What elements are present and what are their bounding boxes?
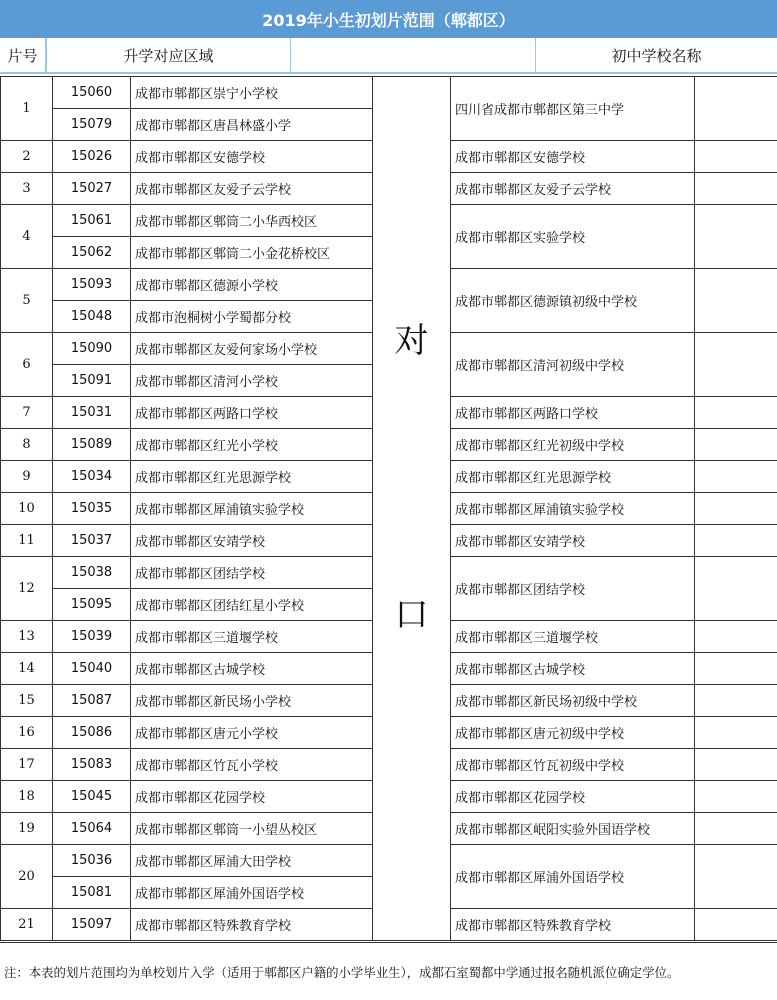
piece-number: 8 [1,429,53,461]
middle-school-name: 成都市郫都区两路口学校 [451,397,695,429]
duikou-char-1: 对 [394,321,429,361]
school-code: 15062 [53,237,131,269]
primary-school-name: 成都市郫都区犀浦外国语学校 [131,877,373,909]
middle-school-name: 成都市郫都区古城学校 [451,653,695,685]
header-middle-school: 初中学校名称 [611,46,702,65]
primary-school-name: 成都市郫都区红光思源学校 [131,461,373,493]
piece-number: 20 [1,845,53,909]
blank-cell [695,269,777,333]
primary-school-name: 成都市泡桐树小学蜀都分校 [131,301,373,333]
duikou-column [373,77,451,941]
school-code: 15034 [53,461,131,493]
primary-school-name: 成都市郫都区新民场小学校 [131,685,373,717]
blank-cell [695,173,777,205]
primary-school-name: 成都市郫都区红光小学校 [131,429,373,461]
piece-number: 6 [1,333,53,397]
middle-school-name: 成都市郫都区犀浦外国语学校 [451,845,695,909]
school-code: 15089 [53,429,131,461]
school-code: 15087 [53,685,131,717]
blank-cell [695,493,777,525]
blank-cell [695,909,777,941]
footnote: 注：本表的划片范围均为单校划片入学（适用于郫都区户籍的小学毕业生），成都石室蜀都中学通过报名随机派位确定学位。 [0,942,777,1000]
districting-table [0,76,777,941]
piece-number: 15 [1,685,53,717]
school-code: 15097 [53,909,131,941]
piece-number: 7 [1,397,53,429]
blank-cell [695,845,777,909]
school-code: 15036 [53,845,131,877]
middle-school-name: 成都市郫都区新民场初级中学校 [451,685,695,717]
header-piece-number: 片号 [0,38,46,72]
school-code: 15079 [53,109,131,141]
school-code: 15048 [53,301,131,333]
blank-cell [695,205,777,269]
blank-cell [695,621,777,653]
school-code: 15040 [53,653,131,685]
piece-number: 18 [1,781,53,813]
primary-school-name: 成都市郫都区清河小学校 [131,365,373,397]
school-code: 15038 [53,557,131,589]
primary-school-name: 成都市郫都区团结红星小学校 [131,589,373,621]
school-code: 15060 [53,77,131,109]
piece-number: 2 [1,141,53,173]
piece-number: 14 [1,653,53,685]
piece-number: 11 [1,525,53,557]
middle-school-name: 成都市郫都区安靖学校 [451,525,695,557]
blank-cell [695,397,777,429]
piece-number: 10 [1,493,53,525]
school-code: 15090 [53,333,131,365]
school-code: 15037 [53,525,131,557]
header-spacer [290,38,536,72]
middle-school-name: 成都市郫都区三道堰学校 [451,621,695,653]
middle-school-name: 成都市郫都区清河初级中学校 [451,333,695,397]
piece-number: 13 [1,621,53,653]
primary-school-name: 成都市郫都区友爱何家场小学校 [131,333,373,365]
school-code: 15095 [53,589,131,621]
blank-cell [695,461,777,493]
school-code: 15093 [53,269,131,301]
middle-school-name: 成都市郫都区岷阳实验外国语学校 [451,813,695,845]
middle-school-name: 成都市郫都区安德学校 [451,141,695,173]
primary-school-name: 成都市郫都区友爱子云学校 [131,173,373,205]
middle-school-name: 成都市郫都区团结学校 [451,557,695,621]
school-code: 15026 [53,141,131,173]
blank-cell [695,749,777,781]
primary-school-name: 成都市郫都区三道堰学校 [131,621,373,653]
blank-cell [695,717,777,749]
piece-number: 21 [1,909,53,941]
school-code: 15064 [53,813,131,845]
school-code: 15081 [53,877,131,909]
primary-school-name: 成都市郫都区竹瓦小学校 [131,749,373,781]
primary-school-name: 成都市郫都区两路口学校 [131,397,373,429]
piece-number: 3 [1,173,53,205]
primary-school-name: 成都市郫都区犀浦大田学校 [131,845,373,877]
table-title: 2019年小生初划片范围（郫都区） [0,0,777,38]
piece-number: 4 [1,205,53,269]
school-code: 15035 [53,493,131,525]
primary-school-name: 成都市郫都区安靖学校 [131,525,373,557]
middle-school-name: 成都市郫都区花园学校 [451,781,695,813]
blank-cell [695,77,777,141]
primary-school-name: 成都市郫都区古城学校 [131,653,373,685]
primary-school-name: 成都市郫都区郫筒二小金花桥校区 [131,237,373,269]
blank-cell [695,813,777,845]
school-code: 15045 [53,781,131,813]
middle-school-name: 成都市郫都区红光初级中学校 [451,429,695,461]
table-row [1,77,777,109]
duikou-char-2: 口 [394,595,429,635]
middle-school-name: 成都市郫都区犀浦镇实验学校 [451,493,695,525]
primary-school-name: 成都市郫都区犀浦镇实验学校 [131,493,373,525]
primary-school-name: 成都市郫都区唐元小学校 [131,717,373,749]
header-area: 升学对应区域 [46,38,290,72]
school-code: 15086 [53,717,131,749]
primary-school-name: 成都市郫都区唐昌林盛小学 [131,109,373,141]
blank-cell [695,781,777,813]
middle-school-name: 四川省成都市郫都区第三中学 [451,77,695,141]
blank-cell [695,653,777,685]
blank-cell [695,333,777,397]
blank-cell [695,525,777,557]
primary-school-name: 成都市郫都区安德学校 [131,141,373,173]
piece-number: 5 [1,269,53,333]
primary-school-name: 成都市郫都区郫筒二小华西校区 [131,205,373,237]
blank-cell [695,685,777,717]
school-code: 15083 [53,749,131,781]
middle-school-name: 成都市郫都区友爱子云学校 [451,173,695,205]
blank-cell [695,429,777,461]
piece-number: 12 [1,557,53,621]
piece-number: 19 [1,813,53,845]
column-header-row [0,38,777,74]
middle-school-name: 成都市郫都区特殊教育学校 [451,909,695,941]
school-code: 15091 [53,365,131,397]
school-code: 15031 [53,397,131,429]
primary-school-name: 成都市郫都区德源小学校 [131,269,373,301]
blank-cell [695,557,777,621]
school-code: 15039 [53,621,131,653]
school-code: 15027 [53,173,131,205]
middle-school-name: 成都市郫都区红光思源学校 [451,461,695,493]
primary-school-name: 成都市郫都区花园学校 [131,781,373,813]
blank-cell [695,141,777,173]
primary-school-name: 成都市郫都区崇宁小学校 [131,77,373,109]
primary-school-name: 成都市郫都区郫筒一小望丛校区 [131,813,373,845]
piece-number: 9 [1,461,53,493]
middle-school-name: 成都市郫都区竹瓦初级中学校 [451,749,695,781]
piece-number: 16 [1,717,53,749]
middle-school-name: 成都市郫都区实验学校 [451,205,695,269]
middle-school-name: 成都市郫都区德源镇初级中学校 [451,269,695,333]
piece-number: 1 [1,77,53,141]
primary-school-name: 成都市郫都区团结学校 [131,557,373,589]
piece-number: 17 [1,749,53,781]
primary-school-name: 成都市郫都区特殊教育学校 [131,909,373,941]
middle-school-name: 成都市郫都区唐元初级中学校 [451,717,695,749]
school-code: 15061 [53,205,131,237]
